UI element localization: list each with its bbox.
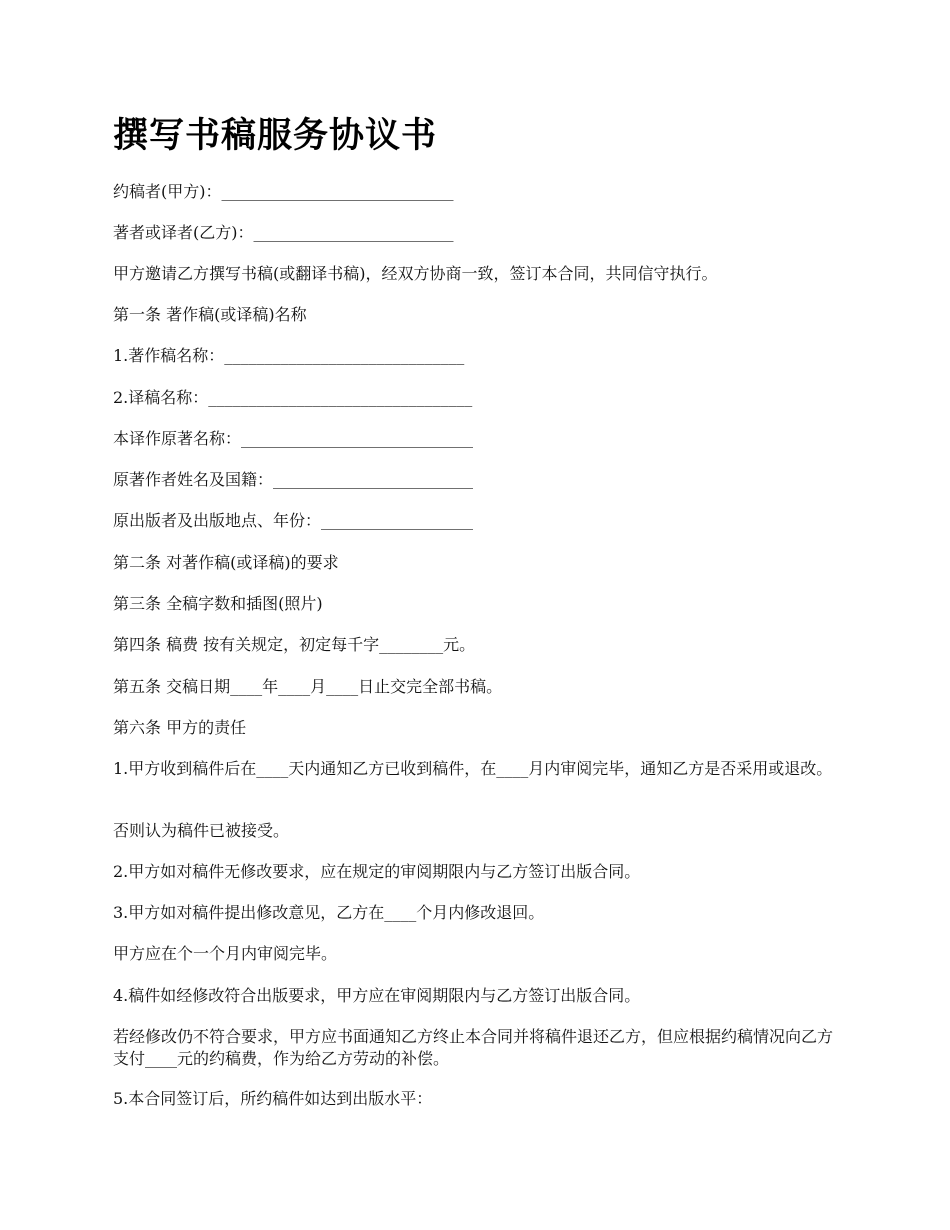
original-author-line: 原著作者姓名及国籍：_________________________ — [113, 470, 474, 489]
article-6-item-5: 5.本合同签订后，所约稿件如达到出版水平： — [113, 1089, 433, 1108]
article-6-item-1: 1.甲方收到稿件后在____天内通知乙方已收到稿件，在____月内审阅完毕，通知乙方是否采用或退改。 — [113, 759, 833, 778]
article-5-heading: 第五条 交稿日期____年____月____日止交完全部书稿。 — [113, 677, 503, 696]
intro-paragraph: 甲方邀请乙方撰写书稿(或翻译书稿)，经双方协商一致，签订本合同，共同信守执行。 — [113, 264, 718, 283]
article-2-heading: 第二条 对著作稿(或译稿)的要求 — [113, 553, 339, 572]
article-4-heading: 第四条 稿费 按有关规定，初定每千字________元。 — [113, 635, 476, 654]
party-b-line: 著者或译者(乙方)：_________________________ — [113, 223, 454, 242]
original-title-line: 本译作原著名称：_____________________________ — [113, 429, 474, 448]
article-6-item-2: 2.甲方如对稿件无修改要求，应在规定的审阅期限内与乙方签订出版合同。 — [113, 862, 641, 881]
article-3-heading: 第三条 全稿字数和插图(照片) — [113, 594, 323, 613]
article-6-item-4: 4.稿件如经修改符合出版要求，甲方应在审阅期限内与乙方签订出版合同。 — [113, 986, 641, 1005]
article-6-heading: 第六条 甲方的责任 — [113, 718, 247, 737]
article-6-item-4-note: 若经修改仍不符合要求，甲方应书面通知乙方终止本合同并将稿件退还乙方，但应根据约稿情况向乙方支付____元的约稿费，作为给乙方劳动的补偿。 — [113, 1027, 834, 1068]
article-6-item-3: 3.甲方如对稿件提出修改意见，乙方在____个月内修改退回。 — [113, 903, 545, 922]
article-6-item-3-note: 甲方应在个一个月内审阅完毕。 — [113, 944, 338, 963]
article-6-item-1-note: 否则认为稿件已被接受。 — [113, 821, 290, 840]
document-title: 撰写书稿服务协议书 — [113, 116, 438, 156]
article-1-item-1: 1.著作稿名称：______________________________ — [113, 346, 465, 365]
original-publisher-line: 原出版者及出版地点、年份：___________________ — [113, 511, 474, 530]
party-a-line: 约稿者(甲方)：_____________________________ — [113, 182, 454, 201]
article-1-item-2: 2.译稿名称：_________________________________ — [113, 388, 473, 407]
article-1-heading: 第一条 著作稿(或译稿)名称 — [113, 305, 307, 324]
